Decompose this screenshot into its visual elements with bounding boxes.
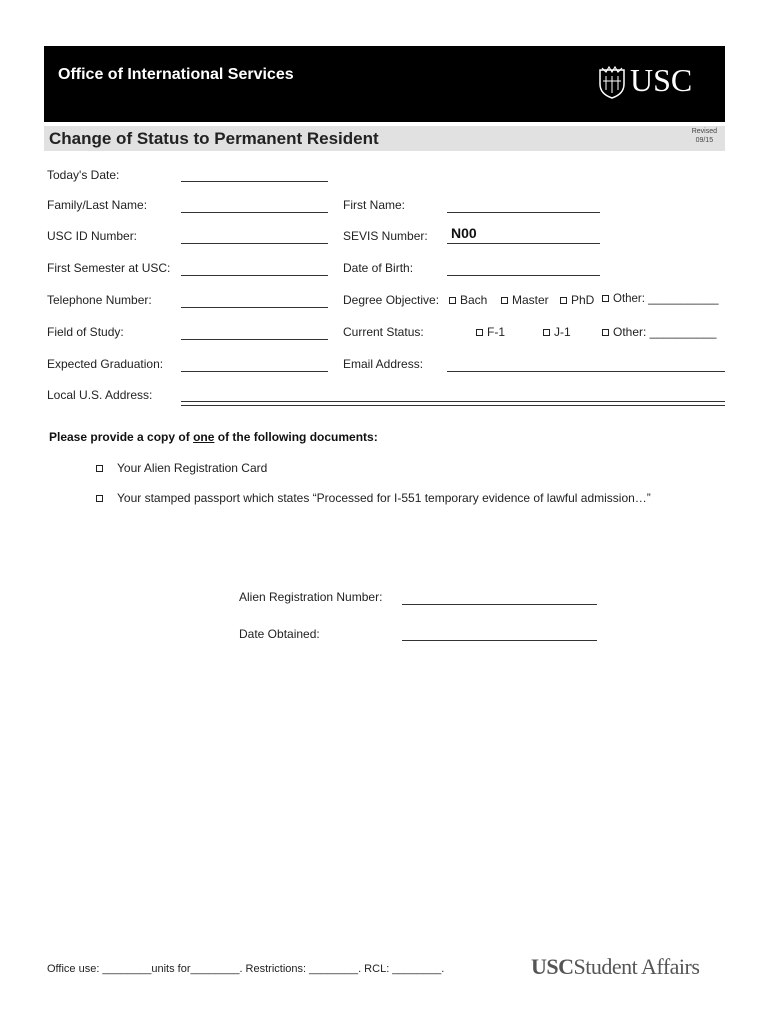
doc-option-passport[interactable]: Your stamped passport which states “Processed for I-551 temporary evidence of lawful admission…” — [96, 491, 651, 505]
office-use-line: Office use: ________units for________. Restrictions: ________. RCL: ________. — [47, 963, 445, 975]
checkbox-icon — [476, 329, 483, 336]
title-bar — [44, 126, 725, 151]
expected-graduation-label: Expected Graduation: — [47, 357, 164, 371]
checkbox-icon — [449, 297, 456, 304]
checkbox-icon — [501, 297, 508, 304]
usc-logo — [598, 64, 710, 104]
degree-master-option[interactable]: Master — [501, 293, 549, 307]
email-label: Email Address: — [343, 357, 424, 371]
current-status-label: Current Status: — [343, 325, 424, 339]
student-affairs-logo — [531, 954, 699, 980]
telephone-field[interactable] — [181, 307, 328, 308]
first-semester-field[interactable] — [181, 275, 328, 276]
checkbox-icon — [96, 495, 103, 502]
degree-phd-option[interactable]: PhD — [560, 293, 594, 307]
first-semester-label: First Semester at USC: — [47, 261, 171, 275]
alien-registration-field[interactable] — [402, 604, 597, 605]
usc-wordmark: USC — [630, 62, 693, 98]
email-field[interactable] — [447, 371, 725, 372]
sevis-field[interactable] — [447, 243, 600, 244]
alien-registration-label: Alien Registration Number: — [239, 590, 383, 604]
sevis-prefix: N00 — [451, 225, 477, 241]
date-obtained-label: Date Obtained: — [239, 627, 320, 641]
revision-note — [692, 127, 717, 145]
revised-date: 09/15 — [695, 137, 714, 144]
student-affairs-text: Student Affairs — [573, 954, 700, 979]
form-title: Change of Status to Permanent Resident — [49, 129, 379, 148]
local-address-label: Local U.S. Address: — [47, 388, 153, 402]
todays-date-label: Today's Date: — [47, 168, 120, 182]
first-name-field[interactable] — [447, 212, 600, 213]
local-address-field-second-line[interactable] — [181, 405, 725, 406]
date-of-birth-field[interactable] — [447, 275, 600, 276]
usc-id-label: USC ID Number: — [47, 229, 138, 243]
usc-seal-icon — [598, 66, 626, 100]
checkbox-icon — [560, 297, 567, 304]
status-other-option[interactable]: Other: __________ — [602, 325, 716, 339]
office-title: Office of International Services — [58, 66, 294, 83]
status-j1-option[interactable]: J-1 — [543, 325, 571, 339]
expected-graduation-field[interactable] — [181, 371, 328, 372]
checkbox-icon — [602, 329, 609, 336]
degree-other-option[interactable]: Other: ___________ — [602, 293, 719, 305]
date-of-birth-label: Date of Birth: — [343, 261, 414, 275]
todays-date-field[interactable] — [181, 181, 328, 182]
header-banner — [44, 46, 725, 122]
degree-objective-label: Degree Objective: — [343, 293, 440, 307]
degree-bach-option[interactable]: Bach — [449, 293, 487, 307]
checkbox-icon — [543, 329, 550, 336]
sevis-label: SEVIS Number: — [343, 229, 428, 243]
family-name-field[interactable] — [181, 212, 328, 213]
telephone-label: Telephone Number: — [47, 293, 152, 307]
date-obtained-field[interactable] — [402, 640, 597, 641]
student-affairs-usc: USC — [531, 954, 574, 979]
usc-id-field[interactable] — [181, 243, 328, 244]
documents-instruction: Please provide a copy of one of the following documents: — [49, 430, 378, 444]
first-name-label: First Name: — [343, 198, 406, 212]
revised-label: Revised — [691, 128, 717, 135]
status-f1-option[interactable]: F-1 — [476, 325, 505, 339]
doc-option-alien-card[interactable]: Your Alien Registration Card — [96, 461, 267, 475]
local-address-field[interactable] — [181, 401, 725, 402]
family-name-label: Family/Last Name: — [47, 198, 148, 212]
checkbox-icon — [96, 465, 103, 472]
field-of-study-field[interactable] — [181, 339, 328, 340]
field-of-study-label: Field of Study: — [47, 325, 124, 339]
checkbox-icon — [602, 295, 609, 302]
